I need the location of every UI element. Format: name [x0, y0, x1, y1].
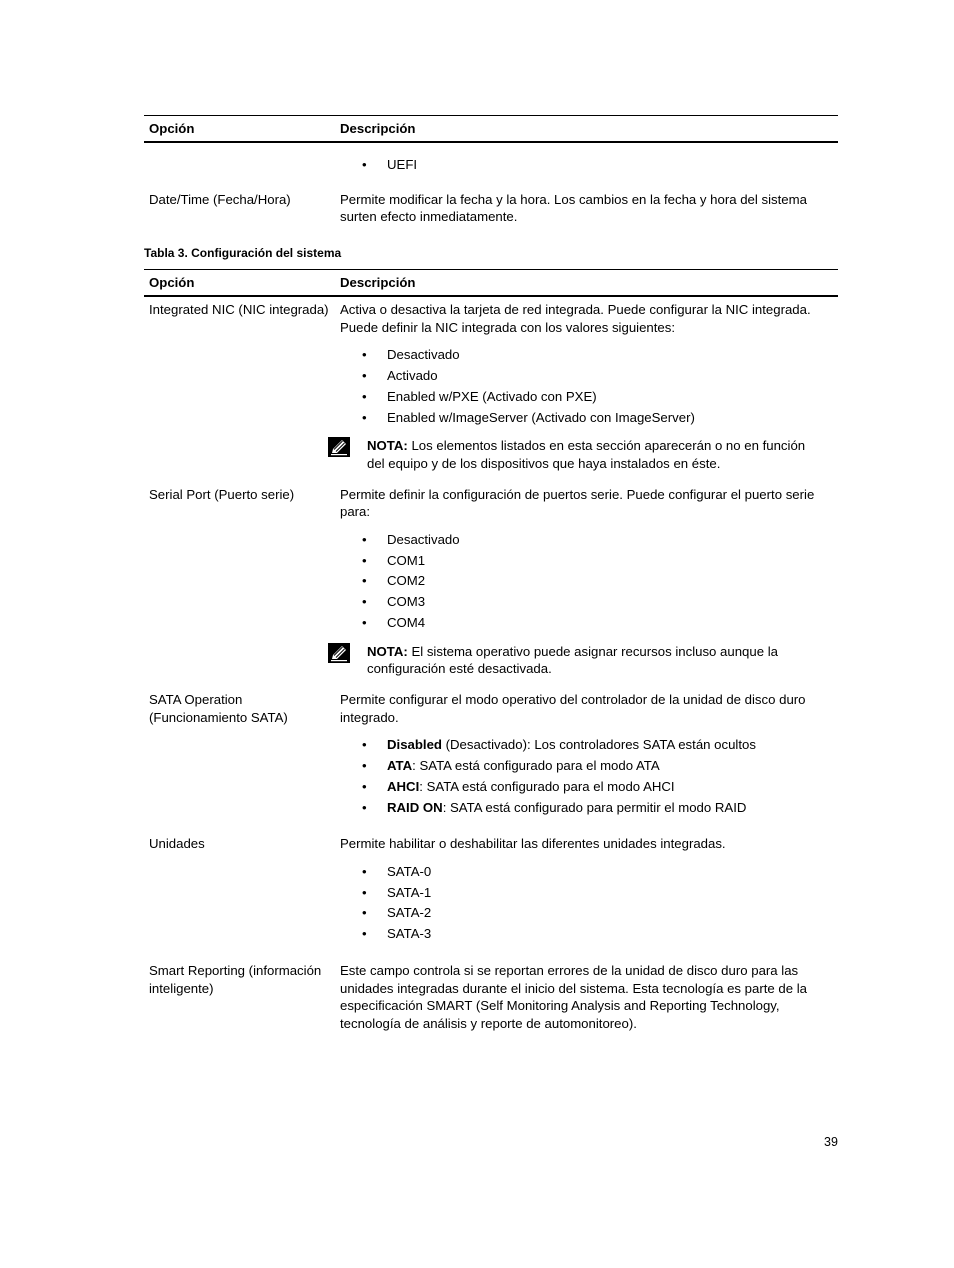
list-item: • Enabled w/ImageServer (Activado con ImageServer)	[340, 408, 820, 429]
list-item: • COM3	[340, 592, 820, 613]
header-description: Descripción	[340, 121, 416, 136]
list-item: • SATA-2	[340, 903, 820, 924]
option-label: Date/Time (Fecha/Hora)	[149, 191, 291, 207]
list-item: • Desactivado	[340, 530, 820, 551]
term: RAID ON	[387, 799, 443, 815]
term: AHCI	[387, 778, 420, 794]
table-system-config	[144, 269, 838, 1032]
bullet-list	[340, 155, 820, 176]
page-number: 39	[824, 1135, 838, 1149]
term-text: : SATA está configurado para el modo AHCI	[419, 778, 675, 794]
list-item: • COM2	[340, 571, 820, 592]
list-item	[340, 735, 820, 756]
table-row-smart-reporting	[144, 962, 838, 1032]
list-item: • Activado	[340, 366, 820, 387]
list-item: • Desactivado	[340, 345, 820, 366]
header-option: Opción	[149, 121, 195, 136]
table-row-serial-port	[144, 486, 838, 678]
option-description: Permite habilitar o deshabilitar las diferentes unidades integradas.	[340, 836, 726, 852]
bullet-list	[340, 735, 820, 818]
pencil-note-icon	[328, 643, 350, 663]
term-text: : SATA está configurado para el modo ATA	[412, 757, 660, 773]
list-item: • SATA-1	[340, 883, 820, 904]
term-text: : SATA está configurado para permitir el modo RAID	[442, 799, 747, 815]
bullet-list	[340, 530, 820, 634]
table-header	[144, 115, 838, 143]
term-text: (Desactivado): Los controladores SATA están ocultos	[441, 737, 756, 753]
option-description: Permite definir la configuración de puertos serie. Puede configurar el puerto serie para:	[340, 486, 815, 520]
option-label: Integrated NIC (NIC integrada)	[149, 302, 329, 317]
note-label: NOTA:	[367, 438, 408, 454]
option-description: Este campo controla si se reportan errores de la unidad de disco duro para las unidades integradas durante el inicio del sistema. Esta tecnología es parte de la especificación SMART (Self Monitoring Analysis and Reporting Technology, tecnología de análisis y reporte de automonitoreo).	[340, 963, 807, 1031]
table-row-sata-operation	[144, 691, 838, 818]
list-item: • SATA-3	[340, 924, 820, 945]
option-description: Permite modificar la fecha y la hora. Los cambios en la fecha y hora del sistema surten efecto inmediatamente.	[340, 191, 807, 225]
table-row-continued	[144, 155, 838, 176]
table-row-integrated-nic	[144, 301, 838, 473]
table-header	[144, 269, 838, 297]
list-item: • SATA-0	[340, 862, 820, 883]
list-item: • COM1	[340, 551, 820, 572]
pencil-note-icon	[328, 437, 350, 457]
option-label: Serial Port (Puerto serie)	[149, 486, 295, 502]
option-description: Activa o desactiva la tarjeta de red integrada. Puede configurar la NIC integrada. Puede definir la NIC integrada con los valores siguientes:	[340, 302, 811, 335]
term: ATA	[387, 757, 413, 773]
note-label: NOTA:	[367, 643, 408, 659]
header-description: Descripción	[340, 275, 416, 290]
bullet-list	[340, 345, 820, 428]
list-item	[340, 777, 820, 798]
table-caption: Tabla 3. Configuración del sistema	[144, 246, 342, 260]
list-item	[340, 756, 820, 777]
option-label: Smart Reporting (información inteligente)	[149, 963, 322, 996]
list-item: • COM4	[340, 613, 820, 634]
note	[340, 437, 820, 472]
header-option: Opción	[149, 275, 195, 290]
list-item: • UEFI	[340, 155, 820, 176]
note	[340, 643, 820, 678]
list-item: • Enabled w/PXE (Activado con PXE)	[340, 387, 820, 408]
note-text: El sistema operativo puede asignar recursos incluso aunque la configuración esté desactivada.	[367, 643, 778, 677]
table-row-drives	[144, 835, 838, 945]
option-label: SATA Operation (Funcionamiento SATA)	[149, 691, 288, 725]
note-text: Los elementos listados en esta sección aparecerán o no en función del equipo y de los dispositivos que haya instalados en éste.	[367, 438, 806, 471]
term: Disabled	[387, 737, 442, 753]
option-description: Permite configurar el modo operativo del controlador de la unidad de disco duro integrado.	[340, 691, 806, 725]
list-item	[340, 798, 820, 819]
option-label: Unidades	[149, 836, 205, 852]
table-row-datetime	[144, 191, 838, 226]
bullet-list	[340, 862, 820, 945]
table-continued	[144, 115, 838, 226]
